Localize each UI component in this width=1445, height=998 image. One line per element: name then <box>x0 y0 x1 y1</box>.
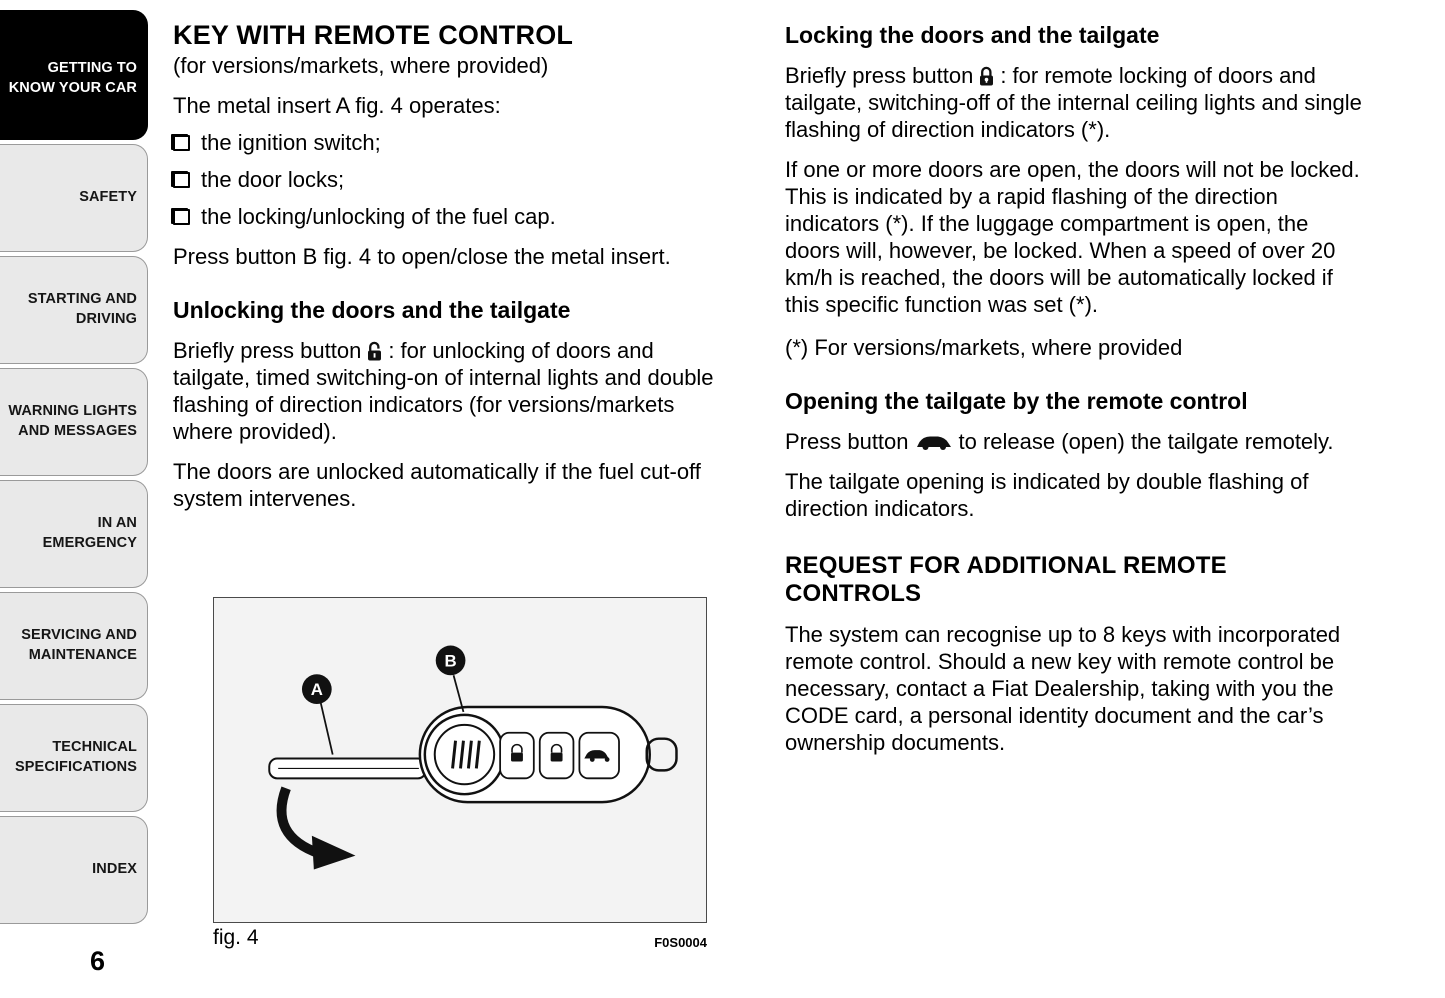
paragraph: The tailgate opening is indicated by double flashing of direction indicators. <box>785 469 1309 521</box>
paragraph-text: Press button <box>785 429 909 454</box>
figure-key-remote <box>213 597 707 950</box>
padlock-open-icon <box>366 341 383 362</box>
flip-arrow <box>282 788 356 869</box>
paragraph-text: : for remote locking of doors and tailgate, switching-off of the internal ceiling lights and single flashing of direction indicators (*). <box>785 63 1362 142</box>
svg-text:B: B <box>444 651 457 671</box>
figure-frame <box>213 597 707 923</box>
sidebar-item-safety[interactable] <box>0 144 148 252</box>
left-column <box>173 20 735 512</box>
key-fob-illustration <box>214 598 705 921</box>
page-number: 6 <box>90 946 106 976</box>
page-title: KEY WITH REMOTE CONTROL <box>173 20 574 50</box>
list-item-text: the door locks; <box>201 167 345 192</box>
figure-caption-row <box>213 926 707 950</box>
list-item-text: the ignition switch; <box>201 130 381 155</box>
sidebar-item-warning-lights-and-messages[interactable] <box>0 368 148 476</box>
paragraph: The doors are unlocked automatically if the fuel cut-off system intervenes. <box>173 459 701 511</box>
sidebar-item-servicing-and-maintenance[interactable] <box>0 592 148 700</box>
open-square-bullet-icon <box>173 172 190 188</box>
paragraph-text: to release (open) the tailgate remotely. <box>958 429 1334 454</box>
sidebar-item-technical-specifications[interactable] <box>0 704 148 812</box>
sidebar-item-getting-to-know-your-car[interactable] <box>0 10 148 140</box>
open-square-bullet-icon <box>173 135 190 151</box>
paragraph: Press button B fig. 4 to open/close the metal insert. <box>173 244 671 269</box>
sidebar-item-label: SERVICING AND MAINTENANCE <box>21 627 137 663</box>
section-heading: Locking the doors and the tailgate <box>785 22 1160 48</box>
open-square-bullet-icon <box>173 209 190 225</box>
list-item <box>173 129 735 156</box>
page-subtitle: (for versions/markets, where provided) <box>173 53 549 78</box>
sidebar-item-starting-and-driving[interactable] <box>0 256 148 364</box>
label-a <box>302 674 333 754</box>
paragraph-text: Briefly press button <box>173 338 362 363</box>
figure-code: F0S0004 <box>654 935 707 950</box>
list-item <box>173 203 735 230</box>
key-ring <box>647 739 677 771</box>
sidebar-item-label: IN AN EMERGENCY <box>42 515 137 551</box>
paragraph: If one or more doors are open, the doors will not be locked. This is indicated by a rapid flashing of the direction indicators (*). If the luggage compartment is open, the doors will, however, be locked. When a speed of over 20 km/h is reached, the doors will be automatically locked if this specific function was set (*). <box>785 157 1360 317</box>
paragraph <box>785 62 1363 143</box>
sidebar-item-label: WARNING LIGHTS AND MESSAGES <box>8 403 137 439</box>
padlock-closed-icon <box>978 66 995 87</box>
svg-text:A: A <box>310 680 323 700</box>
sidebar <box>0 10 152 928</box>
sidebar-item-label: INDEX <box>92 861 137 878</box>
section-heading: Opening the tailgate by the remote control <box>785 388 1248 414</box>
label-b <box>436 646 466 712</box>
fiat-logo-badge <box>425 715 504 794</box>
figure-caption: fig. 4 <box>213 926 259 949</box>
paragraph: The system can recognise up to 8 keys with incorporated remote control. Should a new key with remote control be necessary, contact a Fiat Dealership, taking with you the CODE card, a personal identity document and the car’s ownership documents. <box>785 622 1341 755</box>
right-column <box>785 20 1363 756</box>
sidebar-item-in-an-emergency[interactable] <box>0 480 148 588</box>
paragraph <box>173 337 735 445</box>
footnote: (*) For versions/markets, where provided <box>785 335 1183 360</box>
bullet-list <box>173 129 735 230</box>
list-item-text: the locking/unlocking of the fuel cap. <box>201 204 556 229</box>
list-item <box>173 166 735 193</box>
car-silhouette-icon <box>916 434 952 451</box>
paragraph: The metal insert A fig. 4 operates: <box>173 93 501 118</box>
metal-insert-blade <box>269 759 426 779</box>
paragraph <box>785 428 1363 455</box>
sidebar-item-label: SAFETY <box>79 189 137 206</box>
sidebar-item-label: GETTING TO KNOW YOUR CAR <box>8 60 137 96</box>
paragraph-text: Briefly press button <box>785 63 974 88</box>
paragraph-text: : for unlocking of doors and tailgate, timed switching-on of internal lights and double flashing of direction indicators (for versions/markets where provided). <box>173 338 714 444</box>
section-heading: Unlocking the doors and the tailgate <box>173 297 571 323</box>
sidebar-item-label: STARTING AND DRIVING <box>27 291 137 327</box>
sidebar-item-index[interactable] <box>0 816 148 924</box>
sidebar-item-label: TECHNICAL SPECIFICATIONS <box>15 739 137 775</box>
remote-buttons <box>500 733 619 779</box>
section-heading: REQUEST FOR ADDITIONAL REMOTE CONTROLS <box>785 552 1227 607</box>
